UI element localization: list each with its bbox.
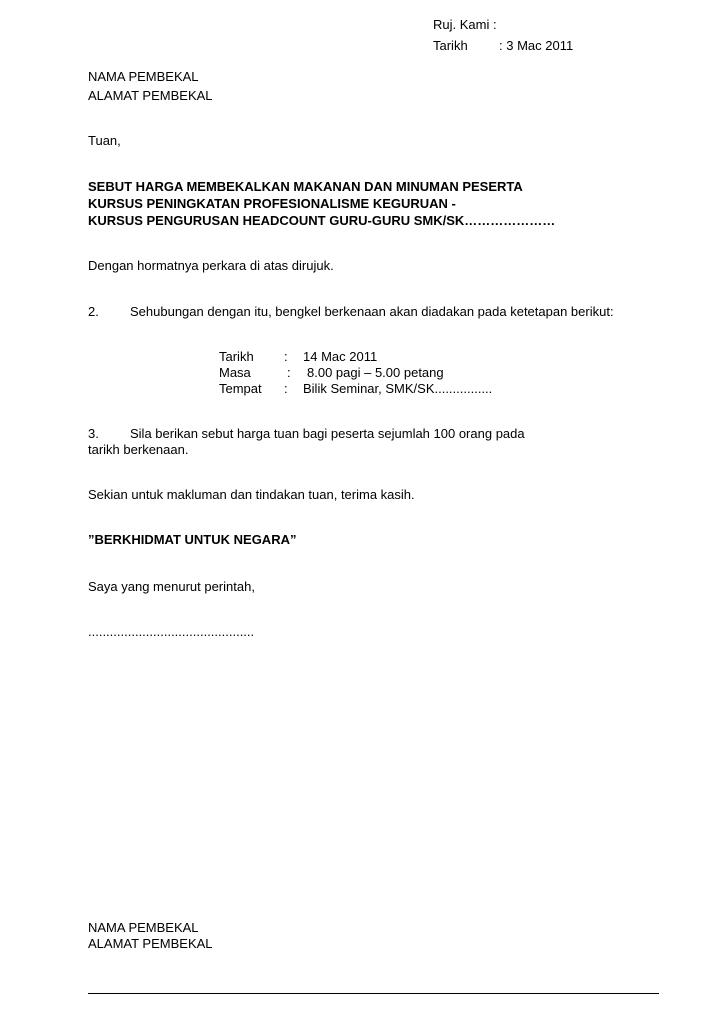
salutation: Tuan, xyxy=(88,133,121,148)
recipient-address: ALAMAT PEMBEKAL xyxy=(88,88,213,103)
footer-name: NAMA PEMBEKAL xyxy=(88,920,199,935)
detail-label-time: Masa xyxy=(219,365,251,380)
detail-label-date: Tarikh xyxy=(219,349,254,364)
recipient-name: NAMA PEMBEKAL xyxy=(88,69,199,84)
subject-line-2: KURSUS PENINGKATAN PROFESIONALISME KEGURUAN - xyxy=(88,196,456,211)
paragraph-2-number: 2. xyxy=(88,304,99,319)
paragraph-3-line-2: tarikh berkenaan. xyxy=(88,442,189,457)
date-label: Tarikh xyxy=(433,38,468,53)
footer-address: ALAMAT PEMBEKAL xyxy=(88,936,213,951)
footer-divider xyxy=(88,993,659,994)
motto: ”BERKHIDMAT UNTUK NEGARA” xyxy=(88,532,297,547)
reference-label: Ruj. Kami : xyxy=(433,17,497,32)
detail-separator-time: : xyxy=(287,365,291,380)
detail-label-venue: Tempat xyxy=(219,381,262,396)
paragraph-3-line-1: Sila berikan sebut harga tuan bagi peserta sejumlah 100 orang pada xyxy=(130,426,525,441)
detail-value-date: 14 Mac 2011 xyxy=(303,349,378,364)
subject-line-1: SEBUT HARGA MEMBEKALKAN MAKANAN DAN MINUMAN PESERTA xyxy=(88,179,523,194)
sign-off: Saya yang menurut perintah, xyxy=(88,579,255,594)
detail-value-venue: Bilik Seminar, SMK/SK................ xyxy=(303,381,493,396)
detail-separator-venue: : xyxy=(284,381,288,396)
paragraph-3-number: 3. xyxy=(88,426,99,441)
subject-line-3: KURSUS PENGURUSAN HEADCOUNT GURU-GURU SMK/SK………………… xyxy=(88,213,556,228)
detail-separator-date: : xyxy=(284,349,288,364)
paragraph-2-text: Sehubungan dengan itu, bengkel berkenaan akan diadakan pada ketetapan berikut: xyxy=(130,304,614,319)
intro-paragraph: Dengan hormatnya perkara di atas dirujuk. xyxy=(88,258,334,273)
closing-paragraph: Sekian untuk makluman dan tindakan tuan, terima kasih. xyxy=(88,487,415,502)
detail-value-time: 8.00 pagi – 5.00 petang xyxy=(307,365,444,380)
signature-line: .............................................. xyxy=(88,624,255,639)
date-value: : 3 Mac 2011 xyxy=(499,38,574,53)
